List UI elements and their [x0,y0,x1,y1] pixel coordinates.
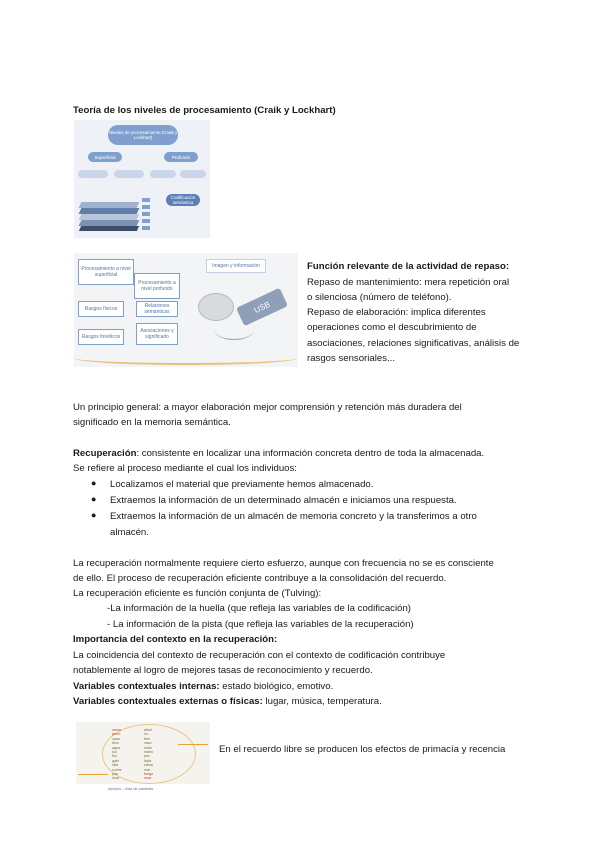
word-item: luna [112,776,119,781]
word-item: sol [112,750,117,755]
para-line: de ello. El proceso de recuperación eficiente contribuye a la consolidación del recuerdo. [73,573,447,584]
word-item: mano [144,750,153,755]
variables-externas [73,694,382,710]
word-item: lápiz [144,758,152,763]
principio-line: significado en la memoria semántica. [73,417,231,428]
box-profundo: Procesamiento a nivel profundo [134,273,180,299]
box-rasgos-foneticos: Rasgos fonéticos [78,329,124,345]
principio-line: Un principio general: a mayor elaboración mejor comprensión y retención más duradera del [73,402,462,413]
repaso-line: o silenciosa (número de teléfono). [307,292,452,303]
diagram-bottom-node: Codificación semántica [166,194,200,206]
word-item: pez [144,754,150,759]
word-item: gato [112,758,119,763]
bullet-item: Extraemos la información de un almacén de memoria concreto y la transferimos a otro [110,511,477,522]
figure3-caption: En el recuerdo libre se producen los efectos de primacía y recencia [219,744,506,755]
internas-text: estado biológico, emotivo. [219,681,334,692]
tag-label: Imagen y información [206,259,266,273]
word-item: mesa [112,728,121,732]
internas-term: Variables contextuales internas: [73,681,220,692]
word-item: cama [144,763,153,768]
variables-internas [73,679,333,695]
recuperacion-definition [73,446,484,462]
diagram-top-node: Niveles de procesamiento (Craik y Lockhart) [108,125,178,145]
word-list-right [144,728,172,781]
usb-graphic: USB [236,288,288,326]
word-item: agua [112,745,120,750]
diagram-node [150,170,176,178]
word-item: árbol [144,728,152,732]
contexto-line: notablemente al logro de mejores tasas de reconocimiento y recuerdo. [73,665,373,676]
recall-figure [76,722,210,784]
arrow-graphic [142,198,150,232]
diagram-node-right: Profundo [164,152,198,162]
arrow-right-graphic [178,744,208,745]
word-item: libro [112,741,119,746]
para-line: La recuperación normalmente requiere cierto esfuerzo, aunque con frecuencia no se es consciente [73,558,494,569]
figure-footnote: ejemplo – lista de palabras [108,787,154,791]
contexto-line: La coincidencia del contexto de recuperación con el contexto de codificación contribuye [73,650,446,661]
word-item: casa [112,736,120,741]
contexto-title: Importancia del contexto en la recuperación: [73,634,278,645]
repaso-line: Repaso de elaboración: implica diferentes [307,307,486,318]
diagram-node-left: Superficial [88,152,122,162]
word-item: silla [112,763,119,768]
repaso-line: asociaciones, relaciones significativas, análisis de [307,338,520,349]
bullet-dot: ● [91,494,97,504]
bullet-item: Extraemos la información de un determinado almacén e iniciamos una respuesta. [110,495,457,506]
recuperacion-term: Recuperación [73,448,137,459]
externas-term: Variables contextuales externas o físicas: [73,696,263,707]
bullet-item: Localizamos el material que previamente hemos almacenado. [110,479,374,490]
externas-text: lugar, música, temperatura. [262,696,382,707]
arrow-left-graphic [78,774,108,775]
word-item: fuego [144,772,153,777]
sub-item: - La información de la pista (que refleja las variables de la recuperación) [107,619,414,630]
layer-stack-graphic [80,202,138,232]
word-item: mar [144,767,151,772]
word-item: perro [112,732,121,737]
repaso-line: Repaso de mantenimiento: mera repetición oral [307,277,510,288]
cable-graphic [214,319,254,340]
repaso-title: Función relevante de la actividad de repaso: [307,261,510,272]
brain-graphic [198,293,234,321]
repaso-line: rasgos sensoriales... [307,353,395,364]
box-superficial: Procesamiento a nivel superficial [78,259,134,285]
bullet-dot: ● [91,510,97,520]
arc-graphic [74,351,298,365]
levels-diagram [74,120,210,238]
word-item: coche [112,767,122,772]
box-relaciones: Relaciones semánticas [136,301,178,317]
word-item: nube [144,745,152,750]
diagram-node [78,170,108,178]
processing-diagram [74,253,298,367]
word-item: rosa [144,776,151,781]
word-item: flor [112,754,117,759]
word-list-left [112,728,140,781]
page-heading: Teoría de los niveles de procesamiento (Craik y Lockhart) [73,105,336,116]
diagram-node [114,170,144,178]
word-item: río [144,732,149,737]
recuperacion-line2: Se refiere al proceso mediante el cual los individuos: [73,463,297,474]
word-item: vaso [144,741,152,746]
diagram-node [180,170,206,178]
box-rasgos-fisicos: Rasgos físicos [78,301,124,317]
word-item: pan [112,772,118,777]
repaso-line: operaciones como el descubrimiento de [307,322,477,333]
para-line: La recuperación eficiente es función conjunta de (Tulving): [73,588,322,599]
recuperacion-def: : consistente en localizar una información concreta dentro de toda la almacenada. [136,448,485,459]
bullet-dot: ● [91,478,97,488]
sub-item: -La información de la huella (que refleja las variables de la codificación) [107,603,411,614]
box-asociaciones: Asociaciones y significado [136,323,178,345]
bullet-item-cont: almacén. [110,527,149,538]
word-item: tren [144,736,151,741]
